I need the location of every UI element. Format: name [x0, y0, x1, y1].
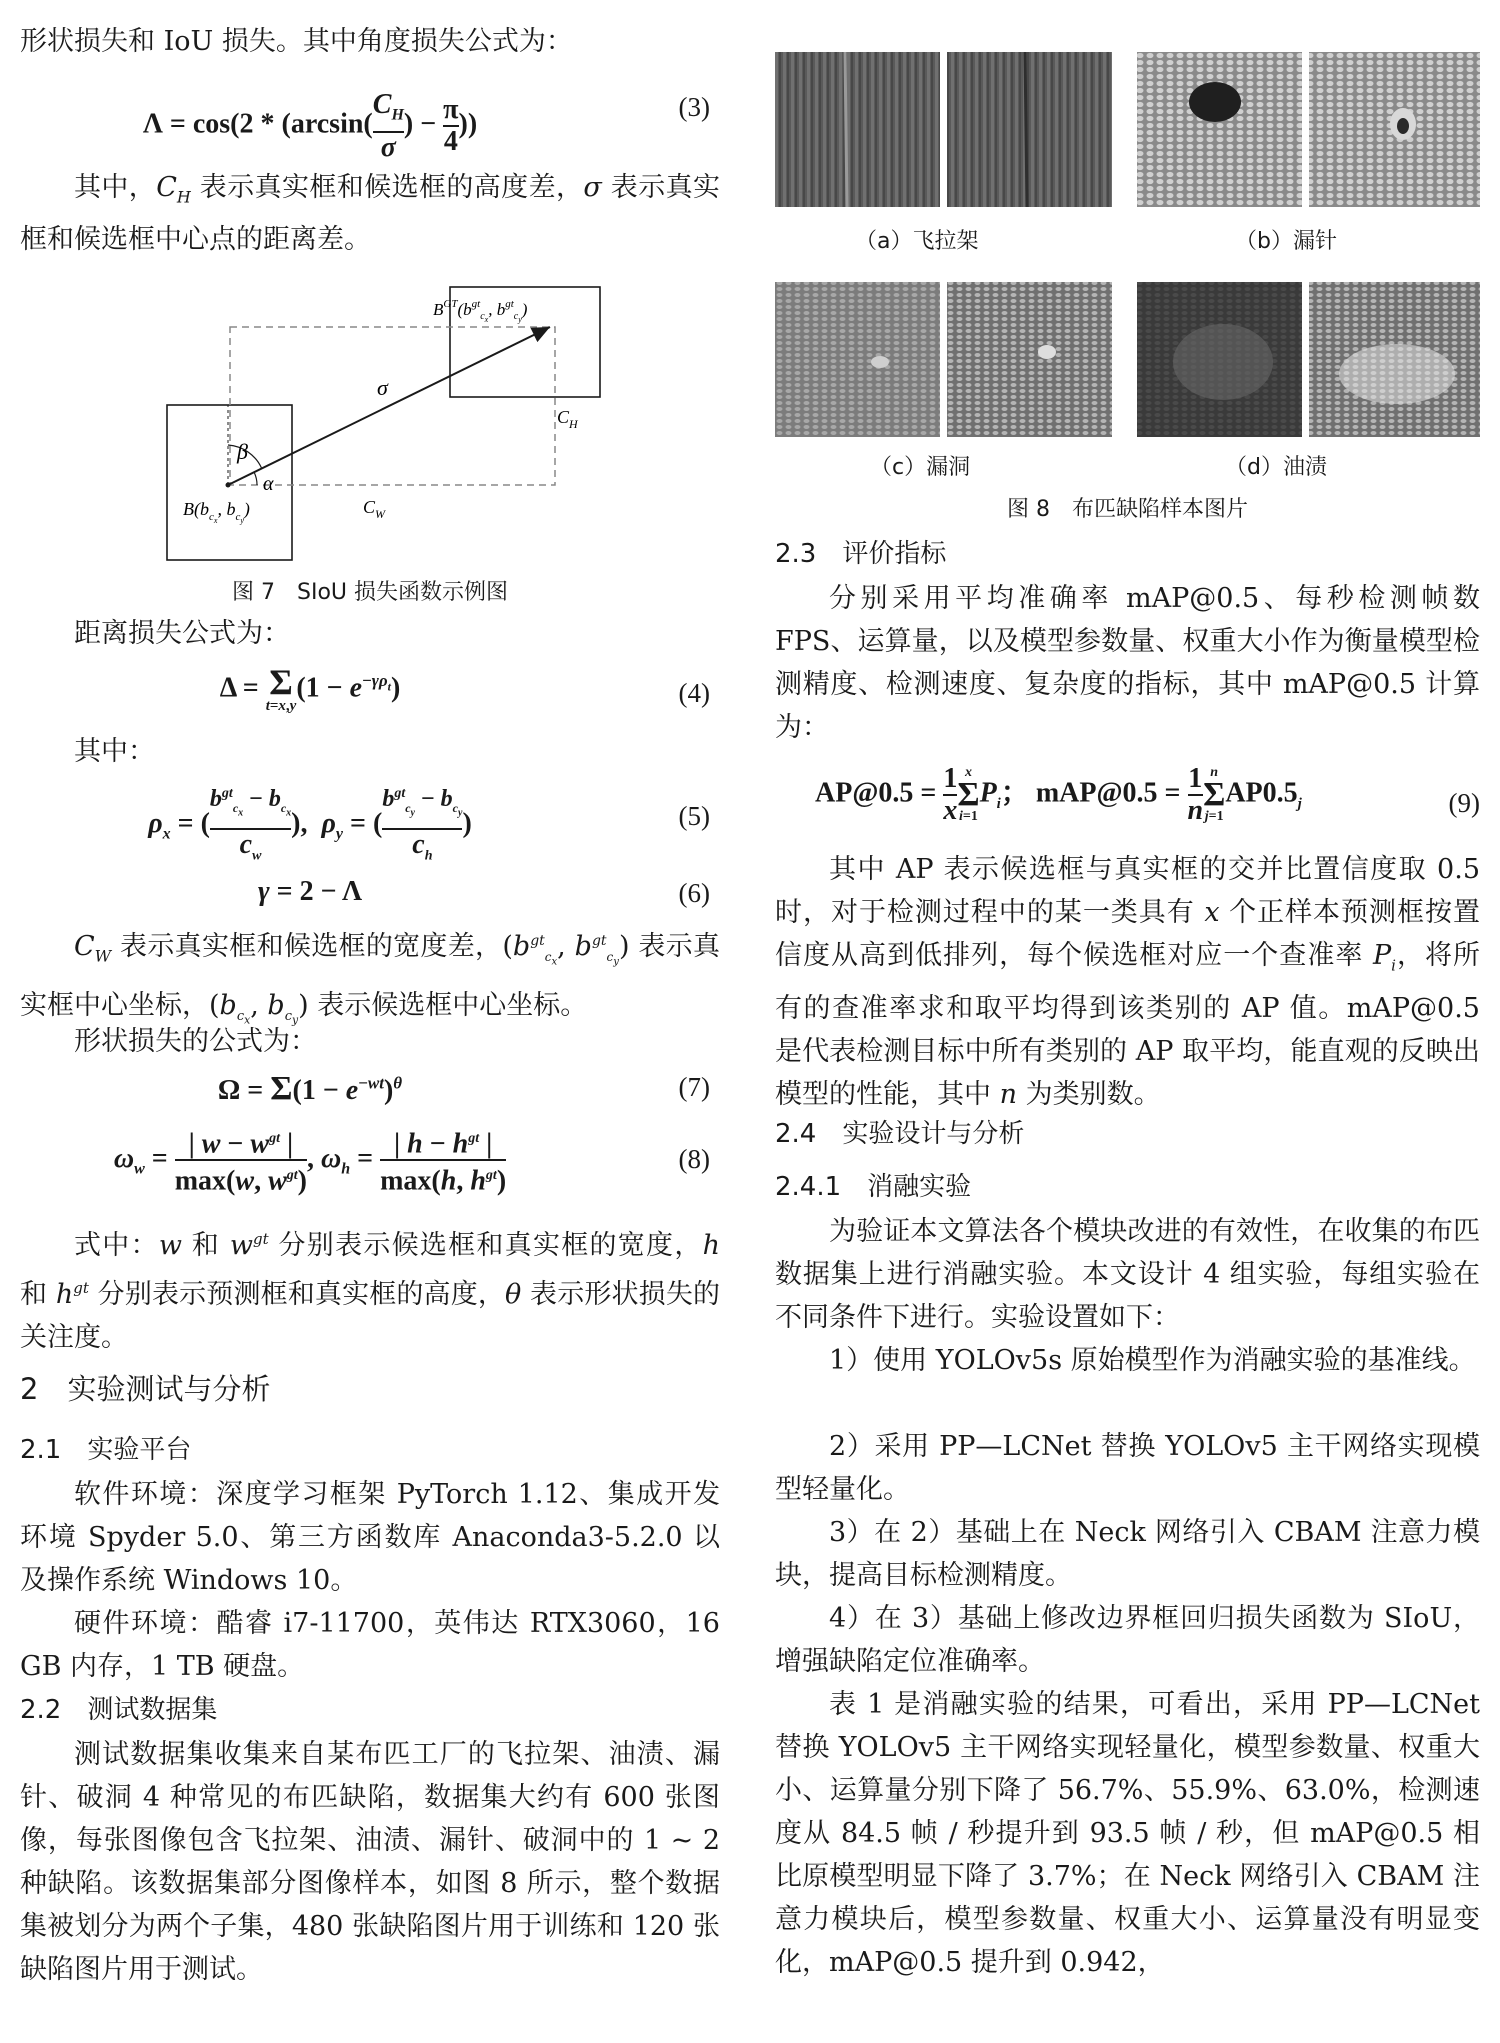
- p-formula-desc: 式中：w 和 $w^{gt}$ 分别表示候选框和真实框的宽度，h 和 $h^{gt}$ 分别表示预测框和真实框的高度，θ 表示形状损失的关注度。: [20, 1230, 720, 1353]
- p-ch-desc: 其中，$C_H$ 表示真实框和候选框的高度差，σ 表示真实框和候选框中心点的距离差。: [20, 172, 721, 256]
- equation-7: $\Omega = \Sigma(1 - e^{-wt})^\theta$ (7): [217, 1070, 710, 1107]
- p-where: 其中：: [74, 736, 155, 767]
- p-result: 表 1 是消融实验的结果，可看出，采用 PP—LCNet 替换 YOLOv5 主干网络实现轻量化，模型参数量、权重大小、运算量分别下降了 56.7%、55.9%、63.0%，检测速度从 84.5 帧 / 秒提升到 93.5 帧 / 秒，但 mAP@0.5 相比原模型明显下降了 3.7%；在 Neck 网络引入 CBAM 注意力模块后，模型参数量、权重大小、运算量没有明显变化，mAP@0.5 提升到 0.942，: [775, 1689, 1480, 1978]
- alpha-label: α: [263, 473, 274, 495]
- list-item-4: 4）在 3）基础上修改边界框回归损失函数为 SIoU，增强缺陷定位准确率。: [775, 1603, 1480, 1677]
- bgt-label: $B^{GT}(b^{gt}_cx$, $b^{gt}_cy$): [433, 298, 528, 324]
- p-shape: 形状损失的公式为：: [74, 1026, 317, 1057]
- equation-9: AP@0.5 = $\frac{1}{x}$ x Σ i=1 $P_i$； mAP@0.5 = $\frac{1}{n}$ n Σ j=1 $AP0.5_j$ (9): [815, 763, 1480, 826]
- alpha-arc: [254, 472, 257, 485]
- eq4-number: (4): [678, 678, 710, 708]
- list-item-3: 3）在 2）基础上在 Neck 网络引入 CBAM 注意力模块，提高目标检测精度。: [775, 1517, 1480, 1591]
- p-hardware: 硬件环境：酷睿 i7-11700，英伟达 RTX3060，16 GB 内存，1 TB 硬盘。: [20, 1608, 720, 1682]
- equation-8: $\omega_w$ = $\frac{| w - w^{gt} |}{\max(w, w^{gt})}$ , $\omega_h$ = $\frac{| h - h^{gt} |}{\max(h, h^{gt})}$ (8): [113, 1128, 710, 1197]
- image-c2: [947, 282, 1112, 437]
- list-item-2: 2）采用 PP—LCNet 替换 YOLOv5 主干网络实现模型轻量化。: [775, 1431, 1480, 1505]
- eq3-lhs: Λ = cos(2 * (arcsin(: [142, 108, 373, 140]
- p-dist: 距离损失公式为：: [74, 618, 290, 649]
- fig8-caption-d: （d）油渍: [1225, 455, 1327, 480]
- eq5-number: (5): [678, 801, 710, 831]
- sigma-label: σ: [377, 375, 388, 400]
- figure-7-siou-diagram: [145, 275, 625, 565]
- fig8-caption-b: （b）漏针: [1235, 229, 1337, 254]
- figure-8-caption: 图 8 布匹缺陷样本图片: [1007, 497, 1248, 522]
- eq8-number: (8): [678, 1144, 710, 1174]
- enclosing-dashed-box: [230, 327, 555, 485]
- p-ablation: 为验证本文算法各个模块改进的有效性，在收集的布匹数据集上进行消融实验。本文设计 4 组实验，每组实验在不同条件下进行。实验设置如下：: [775, 1216, 1480, 1333]
- figure-7-caption: 图 7 SIoU 损失函数示例图: [232, 580, 508, 605]
- ch-label: $C_H$: [557, 407, 578, 431]
- p-metric: 分别采用平均准确率 mAP@0.5、每秒检测帧数 FPS、运算量，以及模型参数量、权重大小作为衡量模型检测精度、检测速度、复杂度的指标，其中 mAP@0.5 计算为：: [775, 583, 1480, 743]
- intro-line: 形状损失和 IoU 损失。其中角度损失公式为：: [20, 26, 573, 57]
- equation-4: Δ = Σ t=x,y $(1 - e^{-\gamma\rho_t})$ (4): [219, 662, 710, 714]
- eq6-number: (6): [678, 878, 710, 908]
- sigma-arrow: [228, 327, 550, 485]
- image-b1: [1137, 52, 1302, 207]
- eq7-number: (7): [678, 1072, 710, 1102]
- image-a1: [775, 52, 940, 207]
- eq3-number: (3): [678, 92, 710, 122]
- equation-6: γ = 2 − Λ (6): [257, 876, 710, 908]
- beta-label: β: [237, 439, 248, 464]
- image-a2: [947, 52, 1112, 207]
- equation-3: Λ = cos(2 * (arcsin( $\frac{C_H}{\sigma}$ ) − $\frac{\pi}{4}$ )) (3): [142, 89, 710, 163]
- eq3-pi-frac: $\frac{\pi}{4}$: [443, 94, 459, 158]
- section-2-2-heading: 2.2 测试数据集: [20, 1695, 218, 1725]
- image-c1: [775, 282, 940, 437]
- p-cw-desc: $C_W$ 表示真实框和候选框的宽度差，($b^{gt}_{c_x}$, $b^{gt}_{c_y}$) 表示真实框中心坐标，($b_{c_x}$, $b_{c_y}$) 表示候选框中心坐标。: [20, 931, 720, 1027]
- eq3-frac: $\frac{C_H}{\sigma}$: [372, 89, 404, 163]
- fig8-caption-c: （c）漏洞: [870, 455, 971, 480]
- p-dataset: 测试数据集收集来自某布匹工厂的飞拉架、油渍、漏针、破洞 4 种常见的布匹缺陷，数据集大约有 600 张图像，每张图像包含飞拉架、油渍、漏针、破洞中的 1 ~ 2 种缺陷。该数据集部分图像样本，如图 8 所示，整个数据集被划分为两个子集，480 张缺陷图片用于训练和 120 张缺陷图片用于测试。: [20, 1739, 720, 1985]
- section-2-1-heading: 2.1 实验平台: [20, 1435, 192, 1465]
- eq9-number: (9): [1448, 788, 1480, 818]
- section-2-4-1-heading: 2.4.1 消融实验: [775, 1172, 972, 1202]
- equation-5: $\rho_x$ = ( $\frac{b^{gt}_{c_x} - b_{c_x}}{c_w}$ ), $\rho_y$ = ( $\frac{b^{gt}_{c_y} - b_{c_y}}{c_h}$ ) (5): [20, 775, 720, 865]
- section-2-3-heading: 2.3 评价指标: [775, 539, 947, 569]
- b-label: $B(b_cx$, $b_cy$): [183, 499, 250, 525]
- p-ap-desc: 其中 AP 表示候选框与真实框的交并比置信度取 0.5 时，对于检测过程中的某一类具有 x 个正样本预测框按置信度从高到低排列，每个候选框对应一个查准率 $P_i$，将所有的查准率求和取平均得到该类别的 AP 值。mAP@0.5 是代表检测目标中所有类别的 AP 取平均，能直观的反映出模型的性能，其中 n 为类别数。: [775, 854, 1480, 1111]
- list-item-1: 1）使用 YOLOv5s 原始模型作为消融实验的基准线。: [829, 1345, 1476, 1376]
- p-software: 软件环境：深度学习框架 PyTorch 1.12、集成开发环境 Spyder 5.0、第三方函数库 Anaconda3-5.2.0 以及操作系统 Windows 10。: [20, 1479, 720, 1596]
- section-2-4-heading: 2.4 实验设计与分析: [775, 1119, 1025, 1149]
- cw-label: $C_W$: [363, 497, 386, 521]
- section-2-heading: 2 实验测试与分析: [20, 1372, 271, 1406]
- fig8-caption-a: （a）飞拉架: [855, 229, 979, 254]
